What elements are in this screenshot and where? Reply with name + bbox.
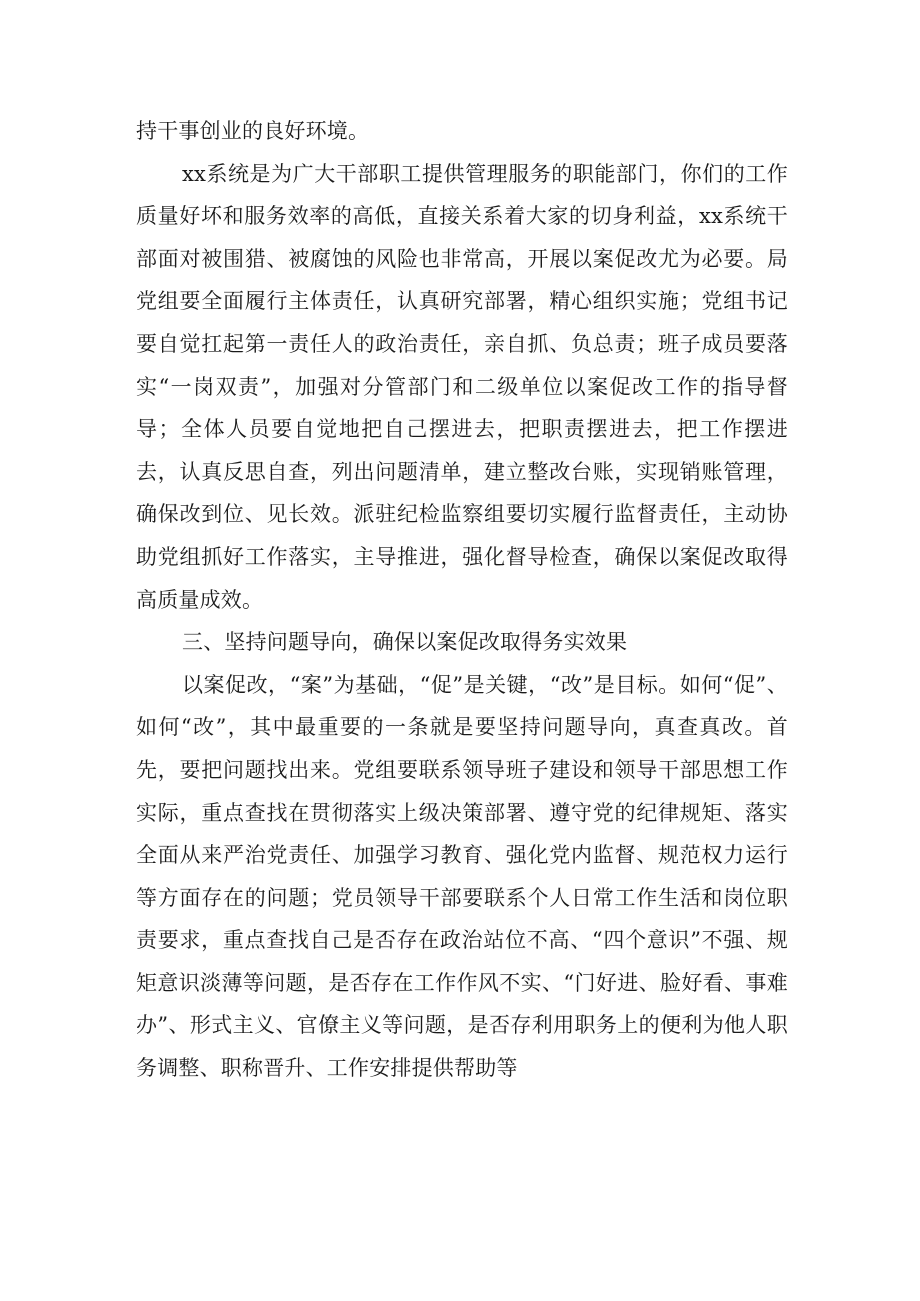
document-body	[136, 110, 788, 1090]
paragraph-continuation: 持干事创业的良好环境。	[136, 119, 370, 143]
paragraph-responsibility: xx系统是为广大干部职工提供管理服务的职能部门，你们的工作质量好坏和服务效率的高低，直接关系着大家的切身利益，xx系统干部面对被围猎、被腐蚀的风险也非常高，开展以案促改尤为必要。局党组要全面履行主体责任，认真研究部署，精心组织实施；党组书记要自觉扛起第一责任人的政治责任，亲自抓、负总责；班子成员要落实“一岗双责”，加强对分管部门和二级单位以案促改工作的指导督导；全体人员要自觉地把自己摆进去，把职责摆进去，把工作摆进去，认真反思自查，列出问题清单，建立整改台账，实现销账管理，确保改到位、见长效。派驻纪检监察组要切实履行监督责任，主动协助党组抓好工作落实，主导推进，强化督导检查，确保以案促改取得高质量成效。	[136, 161, 788, 612]
paragraph-problem-orientation: 以案促改，“案”为基础，“促”是关键，“改”是目标。如何“促”、如何“改”，其中最重要的一条就是要坚持问题导向，真查真改。首先，要把问题找出来。党组要联系领导班子建设和领导干部思想工作实际，重点查找在贯彻落实上级决策部署、遵守党的纪律规矩、落实全面从来严治党责任、加强学习教育、强化党内监督、规范权力运行等方面存在的问题；党员领导干部要联系个人日常工作生活和岗位职责要求，重点查找自己是否存在政治站位不高、“四个意识”不强、规矩意识淡薄等问题，是否存在工作作风不实、“门好进、脸好看、事难办”、形式主义、官僚主义等问题，是否存利用职务上的便利为他人职务调整、职称晋升、工作安排提供帮助等	[136, 672, 788, 1081]
section-heading-three: 三、坚持问题导向，确保以案促改取得务实效果	[182, 630, 628, 655]
